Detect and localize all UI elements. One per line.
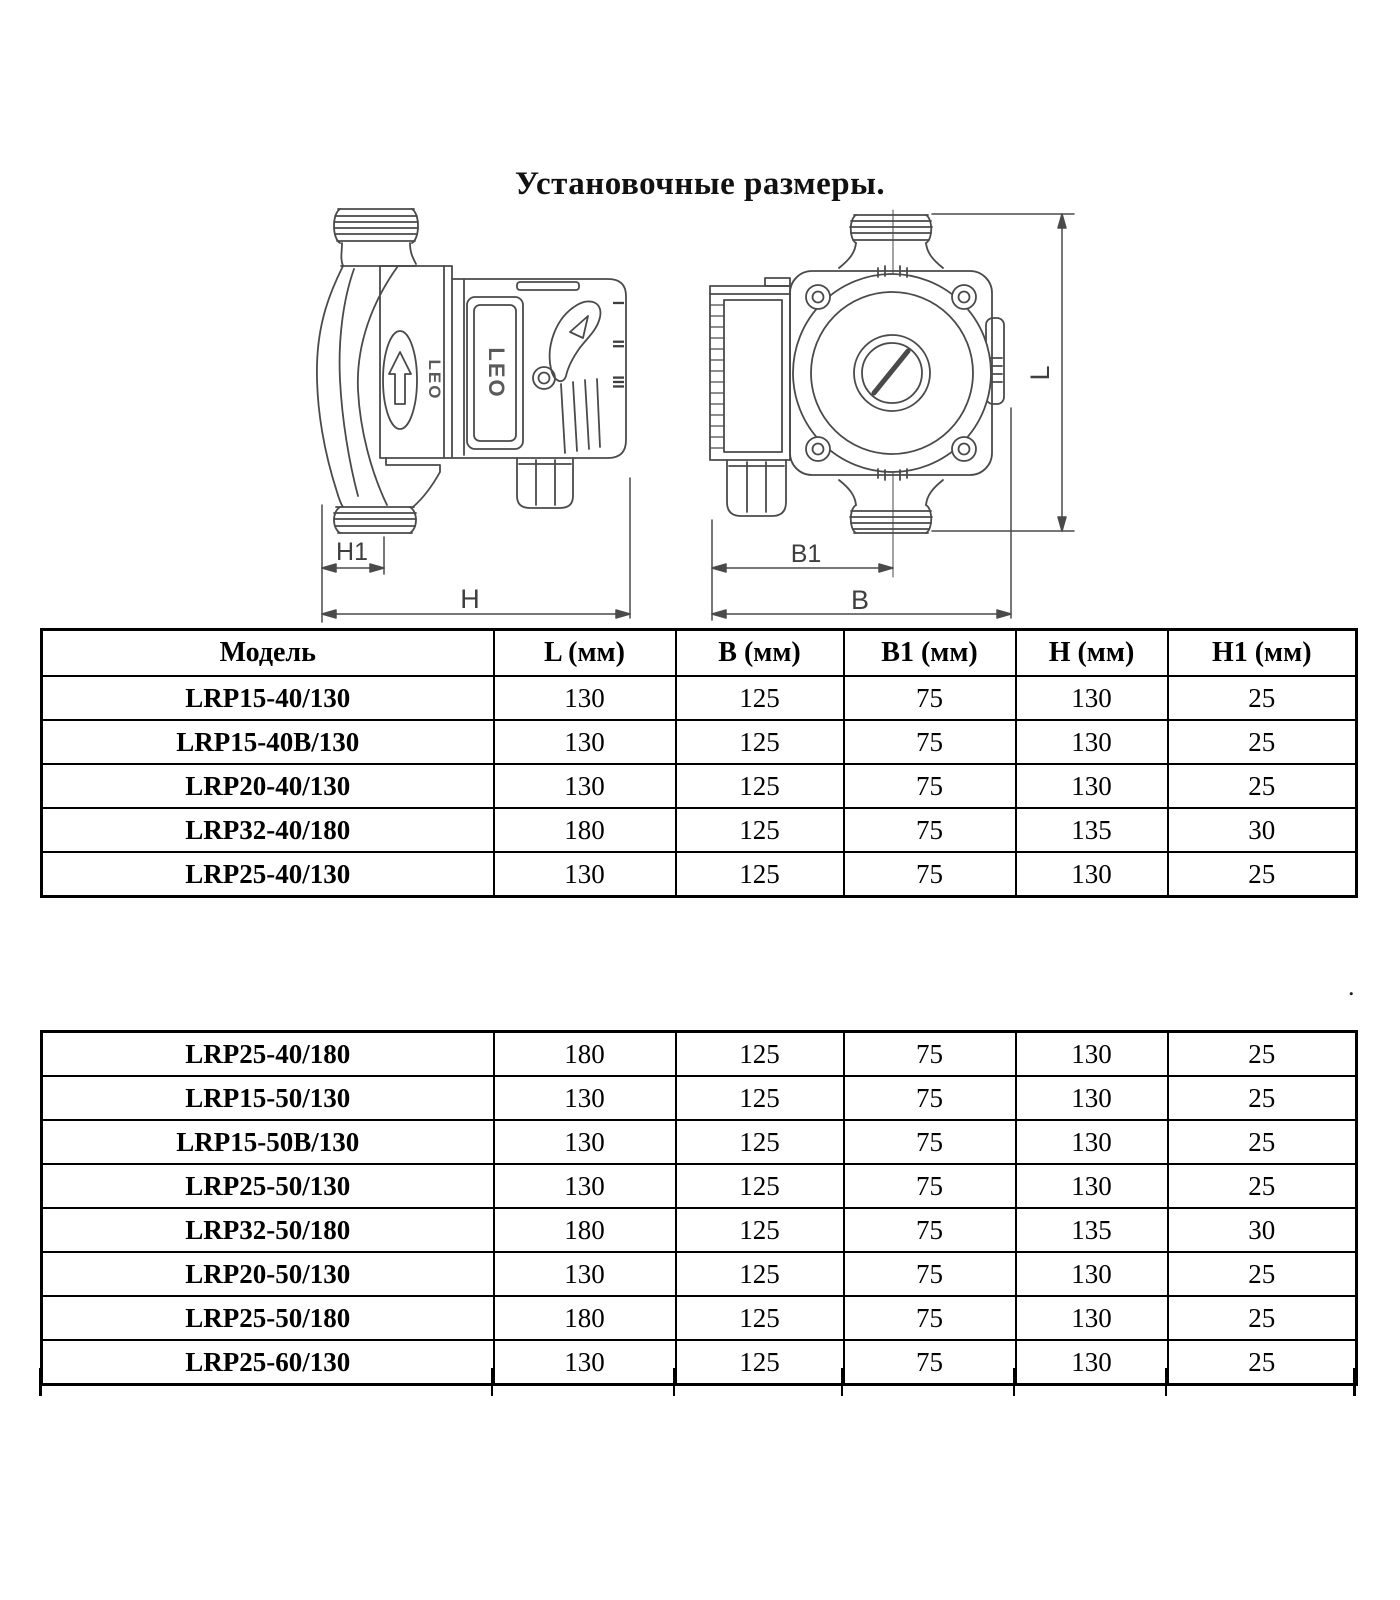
table-row (42, 1252, 1357, 1296)
value-cell: 75 (844, 1252, 1016, 1296)
page-title: Установочные размеры. (514, 166, 886, 202)
model-cell: LRP25-50/130 (42, 1164, 494, 1208)
value-cell: 125 (676, 1208, 844, 1252)
speed-mark-2: II (608, 339, 626, 349)
model-cell: LRP15-40/130 (42, 676, 494, 720)
value-cell: 125 (676, 852, 844, 897)
value-cell: 130 (494, 1076, 676, 1120)
value-cell: 130 (494, 764, 676, 808)
value-cell: 130 (1016, 852, 1168, 897)
model-cell: LRP15-40B/130 (42, 720, 494, 764)
value-cell: 25 (1168, 676, 1357, 720)
value-cell: 180 (494, 1032, 676, 1077)
value-cell: 125 (676, 808, 844, 852)
table-row (42, 1164, 1357, 1208)
model-cell: LRP25-60/130 (42, 1340, 494, 1385)
value-cell: 75 (844, 1076, 1016, 1120)
header-model: Модель (42, 630, 494, 677)
value-cell: 130 (494, 1340, 676, 1385)
value-cell: 130 (1016, 676, 1168, 720)
value-cell: 130 (1016, 1340, 1168, 1385)
value-cell: 130 (494, 676, 676, 720)
value-cell: 25 (1168, 1032, 1357, 1077)
value-cell: 180 (494, 808, 676, 852)
model-cell: LRP20-40/130 (42, 764, 494, 808)
header-l: L (мм) (494, 630, 676, 677)
brand-panel-label: LEO (484, 347, 510, 399)
table-row (42, 1296, 1357, 1340)
value-cell: 125 (676, 1076, 844, 1120)
value-cell: 130 (1016, 720, 1168, 764)
value-cell: 130 (494, 852, 676, 897)
model-cell: LRP25-40/130 (42, 852, 494, 897)
value-cell: 130 (494, 720, 676, 764)
model-cell: LRP20-50/130 (42, 1252, 494, 1296)
value-cell: 130 (1016, 1164, 1168, 1208)
table-row (42, 852, 1357, 897)
table-header-row (42, 630, 1357, 677)
value-cell: 75 (844, 852, 1016, 897)
value-cell: 125 (676, 1032, 844, 1077)
dimension-lines (322, 214, 1074, 622)
model-cell: LRP15-50B/130 (42, 1120, 494, 1164)
value-cell: 130 (1016, 1032, 1168, 1077)
model-cell: LRP15-50/130 (42, 1076, 494, 1120)
value-cell: 130 (494, 1120, 676, 1164)
dimensions-table-part2 (40, 1030, 1358, 1386)
value-cell: 75 (844, 1208, 1016, 1252)
value-cell: 25 (1168, 1296, 1357, 1340)
table-row (42, 676, 1357, 720)
value-cell: 25 (1168, 1120, 1357, 1164)
installation-drawings (280, 195, 1100, 640)
table-row (42, 764, 1357, 808)
value-cell: 25 (1168, 1164, 1357, 1208)
speed-mark-3: III (608, 375, 626, 389)
value-cell: 125 (676, 720, 844, 764)
value-cell: 125 (676, 676, 844, 720)
value-cell: 75 (844, 1164, 1016, 1208)
speed-mark-1: I (608, 300, 626, 306)
pump-side-view-drawing (317, 209, 626, 533)
value-cell: 30 (1168, 808, 1357, 852)
value-cell: 130 (1016, 1120, 1168, 1164)
value-cell: 25 (1168, 1252, 1357, 1296)
value-cell: 25 (1168, 720, 1357, 764)
value-cell: 75 (844, 1032, 1016, 1077)
value-cell: 130 (1016, 764, 1168, 808)
dim-label-h1: H1 (336, 538, 368, 566)
value-cell: 125 (676, 1296, 844, 1340)
header-b: B (мм) (676, 630, 844, 677)
model-cell: LRP25-40/180 (42, 1032, 494, 1077)
model-cell: LRP32-50/180 (42, 1208, 494, 1252)
table-row (42, 720, 1357, 764)
header-h: H (мм) (1016, 630, 1168, 677)
cutoff-row-line (491, 1368, 493, 1396)
value-cell: 125 (676, 1164, 844, 1208)
cutoff-row-line (39, 1368, 42, 1396)
value-cell: 180 (494, 1208, 676, 1252)
value-cell: 25 (1168, 1340, 1357, 1385)
value-cell: 125 (676, 764, 844, 808)
dimensions-table-part1 (40, 628, 1358, 898)
value-cell: 75 (844, 1120, 1016, 1164)
value-cell: 180 (494, 1296, 676, 1340)
dim-label-h: H (460, 584, 480, 614)
dim-label-b1: B1 (790, 540, 822, 568)
table-row (42, 1032, 1357, 1077)
value-cell: 135 (1016, 808, 1168, 852)
dim-label-b: B (850, 585, 870, 615)
model-cell: LRP25-50/180 (42, 1296, 494, 1340)
value-cell: 125 (676, 1252, 844, 1296)
table-row (42, 1076, 1357, 1120)
value-cell: 75 (844, 1340, 1016, 1385)
table-row (42, 1208, 1357, 1252)
cutoff-row-line (673, 1368, 675, 1396)
value-cell: 130 (1016, 1076, 1168, 1120)
value-cell: 75 (844, 676, 1016, 720)
value-cell: 75 (844, 764, 1016, 808)
value-cell: 75 (844, 808, 1016, 852)
header-h1: H1 (мм) (1168, 630, 1357, 677)
brand-oval-label: LEO (425, 359, 444, 401)
cutoff-row-line (1165, 1368, 1167, 1396)
value-cell: 130 (494, 1164, 676, 1208)
cutoff-row-line (1013, 1368, 1015, 1396)
value-cell: 135 (1016, 1208, 1168, 1252)
value-cell: 25 (1168, 764, 1357, 808)
table-row (42, 808, 1357, 852)
pump-front-view-drawing (710, 210, 1004, 577)
cutoff-row-line (1353, 1368, 1356, 1396)
value-cell: 25 (1168, 1076, 1357, 1120)
value-cell: 75 (844, 1296, 1016, 1340)
value-cell: 130 (494, 1252, 676, 1296)
model-cell: LRP32-40/180 (42, 808, 494, 852)
value-cell: 25 (1168, 852, 1357, 897)
value-cell: 125 (676, 1340, 844, 1385)
header-b1: B1 (мм) (844, 630, 1016, 677)
value-cell: 30 (1168, 1208, 1357, 1252)
value-cell: 130 (1016, 1296, 1168, 1340)
table-row (42, 1340, 1357, 1385)
dim-label-l: L (1025, 365, 1056, 381)
cutoff-row-line (841, 1368, 843, 1396)
value-cell: 75 (844, 720, 1016, 764)
stray-dot: . (1348, 972, 1355, 1001)
value-cell: 125 (676, 1120, 844, 1164)
value-cell: 130 (1016, 1252, 1168, 1296)
table-row (42, 1120, 1357, 1164)
